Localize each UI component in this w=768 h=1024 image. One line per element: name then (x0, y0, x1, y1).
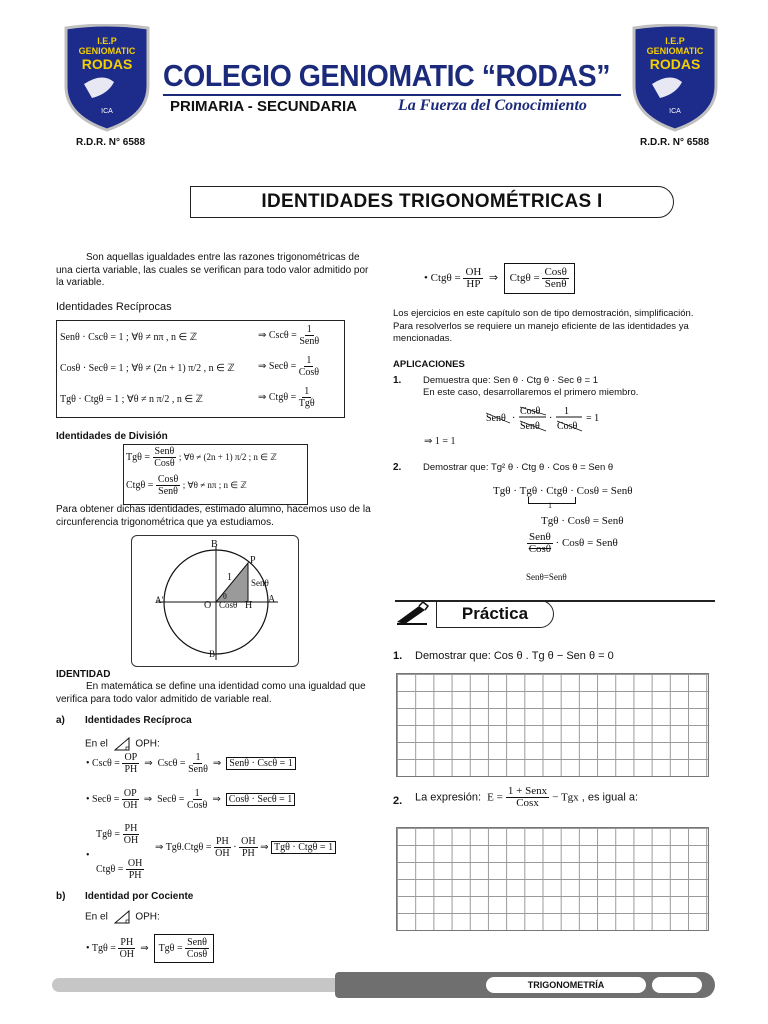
app1-derivation (486, 404, 636, 434)
p2-expr-lhs: E = (487, 791, 503, 804)
svg-text:Cosθ: Cosθ (557, 421, 578, 432)
label-O: O (204, 600, 212, 611)
app1-num: 1. (393, 375, 402, 386)
ctg-row-bn: Cosθ (544, 266, 567, 278)
label-B: B (211, 539, 218, 550)
a-row-2: • Secθ = $\frac{OP}{OH}$ ⇒ Secθ = 1 Cosθ ⇒ Cosθ · Secθ = 1 (86, 788, 295, 811)
division-heading: Identidades de División (56, 431, 168, 442)
a-row-3-td: OH (123, 835, 139, 846)
app2-line1: Tgθ · Tgθ · Ctgθ · Cosθ = Senθ (493, 485, 633, 497)
label-theta: θ (223, 592, 227, 601)
ctg-row-box-lhs: Ctgθ = (509, 272, 540, 285)
p2-text: La expresión: (415, 791, 482, 804)
title-underline (163, 94, 621, 96)
a-row-1-mid: Cscθ = (157, 757, 186, 769)
label-P: P (250, 555, 256, 566)
a-row-2-n2: 1 (194, 788, 200, 799)
p2-frac-num: 1 + Senx (507, 785, 548, 797)
label-H: H (245, 600, 253, 611)
a-row-2-d2: Cosθ (186, 800, 208, 811)
school-logo-left (62, 24, 152, 132)
pencil-hand-icon (395, 600, 429, 626)
identidad-text: En matemática se define una identidad como una igualdad que verifica para todo valor admitido de variable real. (56, 681, 366, 705)
logo-school-text-right: RODAS (649, 56, 701, 72)
a-row-1-n2: 1 (195, 752, 201, 763)
reciprocal-res-1-lhs: ⇒ Cscθ = (258, 329, 297, 341)
a-row-3-cn: OH (127, 858, 143, 869)
a-heading: Identidades Recíproca (85, 715, 192, 726)
rdr-right: R.D.R. N° 6588 (640, 137, 710, 148)
app2-line2: Tgθ · Cosθ = Senθ (541, 515, 624, 527)
reciprocal-res-2-den: Cosθ (298, 367, 320, 378)
svg-text:·: · (512, 413, 516, 424)
a-en-el (85, 737, 160, 751)
reciprocal-heading: Identidades Recíprocas (56, 301, 172, 313)
ctg-row-bd: Senθ (544, 278, 567, 290)
b-row: • Tgθ = $\frac{PH}{OH}$ ⇒ Tgθ = Senθ Cosθ (86, 934, 214, 963)
division-row-2 (126, 474, 247, 497)
svg-text:Senθ: Senθ (486, 413, 506, 424)
reciprocal-eq-3: Tgθ · Ctgθ = 1 ; ∀θ ≠ n π/2 , n ∈ ℤ (60, 394, 203, 405)
app2-num: 2. (393, 462, 402, 473)
reciprocal-res-2-num: 1 (306, 355, 312, 366)
p1-num: 1. (393, 650, 403, 662)
triangle-oph (216, 563, 248, 602)
b-label: b) (56, 891, 66, 902)
app2-line3: Senθ Cosθ · Cosθ = Senθ (528, 531, 618, 555)
p2-expr-rhs: − Tgx (552, 791, 579, 804)
division-row-1 (126, 446, 277, 469)
identidad-heading: IDENTIDAD (56, 669, 111, 680)
logo-city-text: ICA (101, 108, 113, 115)
label-one: 1 (227, 572, 232, 583)
label-A: A (268, 594, 276, 605)
svg-text:Cosθ: Cosθ (520, 406, 541, 417)
division-2-den: Senθ (158, 486, 178, 497)
a-row-1-n1: OP (124, 752, 138, 763)
b-en-el (85, 910, 160, 924)
label-A-prime: A' (155, 595, 164, 605)
a-row-3-cd: PH (128, 870, 142, 881)
apps-heading: APLICACIONES (393, 359, 465, 370)
a-row-3-ctg-lhs: Ctgθ = (96, 863, 124, 875)
footer-subject: TRIGONOMETRÍA (486, 977, 646, 993)
app2-brace (528, 497, 576, 504)
reciprocal-res-3-lhs: ⇒ Ctgθ = (258, 391, 297, 403)
reciprocal-res-1-num: 1 (306, 324, 312, 335)
school-logo-right (630, 24, 720, 132)
a-en-el-text: En el (85, 738, 108, 750)
a-row-3-tn: PH (124, 823, 138, 834)
a-row-3-ctg (96, 858, 144, 881)
app2-text: Demostrar que: Tg² θ · Ctg θ · Cos θ = Sen θ (423, 462, 614, 473)
app2-one: 1 (548, 501, 552, 510)
svg-text:Senθ: Senθ (520, 421, 540, 432)
right-triangle-icon (114, 737, 130, 751)
a-row-1-d2: Senθ (188, 764, 208, 775)
a-row-3-d2: PH (241, 848, 255, 859)
practica-heading: Práctica (436, 600, 554, 628)
school-title: COLEGIO GENIOMATIC “RODAS” (163, 58, 611, 93)
reciprocal-eq-2: Cosθ · Secθ = 1 ; ∀θ ≠ (2n + 1) π/2 , n ∈ ℤ (60, 363, 235, 374)
a-row-2-d1: OH (123, 800, 138, 811)
division-2-cond: ; ∀θ ≠ nπ ; n ∈ ℤ (182, 479, 247, 490)
a-row-2-mid: Secθ = (157, 793, 185, 805)
app1-strike-svg (486, 404, 636, 434)
a-row-3-bullet: • (86, 850, 90, 861)
b-row-box-lhs: Tgθ = (158, 942, 183, 954)
reciprocal-res-1 (258, 324, 319, 347)
reciprocal-res-3 (258, 386, 315, 409)
p1-text: Demostrar que: Cos θ . Tg θ − Sen θ = 0 (415, 650, 614, 662)
a-row-3-result: ⇒ Tgθ.Ctgθ = $\frac{PH}{OH}$ · $\frac{OH}{PH}$ ⇒ Tgθ · Ctgθ = 1 (155, 836, 336, 859)
intro-text: Son aquellas igualdades entre las razones trigonométricas de una cierta variable, las cuales se verifican para todo valor admitido por la variable. (56, 252, 369, 288)
svg-text:·: · (549, 413, 553, 424)
ctg-row-n1: OH (465, 266, 482, 278)
logo-city-text-right: ICA (669, 108, 681, 115)
logo-top-text: I.E.P (97, 36, 117, 46)
a-row-2-n1: OP (123, 788, 137, 799)
a-row-3-n2: OH (241, 836, 256, 847)
right-triangle-icon-b (114, 910, 130, 924)
app1-text: Demuestra que: Sen θ · Ctg θ · Sec θ = 1 (423, 375, 599, 386)
reciprocal-res-3-den: Tgθ (298, 398, 315, 409)
a-oph-text: OPH: (135, 738, 160, 750)
p2-expression (415, 786, 638, 809)
a-label: a) (56, 715, 65, 726)
label-cos: Cosθ (219, 600, 238, 610)
division-1-den: Cosθ (154, 458, 175, 469)
unit-circle-figure (131, 535, 299, 667)
app1-result: ⇒ 1 = 1 (424, 436, 456, 447)
app1-sub: En este caso, desarrollaremos el primero miembro. (423, 387, 639, 398)
b-row-box (154, 934, 214, 963)
reciprocal-eq-1: Senθ · Cscθ = 1 ; ∀θ ≠ nπ , n ∈ ℤ (60, 332, 198, 343)
b-row-bn: Senθ (187, 937, 207, 948)
division-2-lhs: Ctgθ = (126, 479, 154, 491)
ctg-row: • Ctgθ = $\frac{OH}{HP}$ ⇒ Ctgθ = Cosθ Senθ (424, 263, 575, 294)
app2-line3-rest: · Cosθ = Senθ (555, 537, 618, 550)
a-row-3-mid: ⇒ Tgθ.Ctgθ = (155, 841, 212, 853)
b-row-bd: Cosθ (186, 949, 208, 960)
p2-num: 2. (393, 795, 403, 807)
b-oph-text: OPH: (135, 911, 160, 923)
a-row-3-d1: OH (215, 848, 230, 859)
label-B-prime: B' (209, 649, 217, 659)
a-row-1-box: Senθ · Cscθ = 1 (226, 757, 296, 770)
a-row-2-lhs: Secθ = (92, 793, 120, 805)
footer-page-pill (652, 977, 702, 993)
a-row-3-box: Tgθ · Ctgθ = 1 (271, 841, 336, 854)
b-row-n1: PH (120, 937, 134, 948)
b-heading: Identidad por Cociente (85, 891, 194, 902)
answer-grid-1[interactable] (396, 673, 709, 777)
division-1-cond: ; ∀θ ≠ (2n + 1) π/2 ; n ∈ ℤ (178, 451, 277, 462)
app2-line4: Senθ=Senθ (526, 572, 567, 582)
page-title: IDENTIDADES TRIGONOMÉTRICAS I (190, 186, 674, 218)
a-row-3-n1: PH (215, 836, 229, 847)
logo-top-text-right: I.E.P (665, 36, 685, 46)
a-row-3-tg (96, 823, 139, 846)
circle-intro: Para obtener dichas identidades, estimado alumno, hacemos uso de la circunferencia trigonométrica que ya estudiamos. (56, 504, 371, 528)
reciprocal-res-3-num: 1 (304, 386, 310, 397)
a-row-1: • Cscθ = $\frac{OP}{PH}$ ⇒ Cscθ = 1 Senθ ⇒ Senθ · Cscθ = 1 (86, 752, 296, 775)
a-row-3-tg-lhs: Tgθ = (96, 828, 121, 840)
ctg-row-d1: HP (466, 278, 481, 290)
school-levels: PRIMARIA - SECUNDARIA (170, 98, 357, 115)
b-en-el-text: En el (85, 911, 108, 923)
division-2-num: Cosθ (157, 474, 179, 485)
division-1-num: Senθ (154, 446, 175, 457)
reciprocal-res-1-den: Senθ (299, 336, 320, 347)
rdr-left: R.D.R. N° 6588 (76, 137, 146, 148)
logo-name-text-right: GENIOMATIC (646, 46, 704, 56)
p2-frac-den: Cosx (516, 797, 539, 809)
a-row-1-lhs: Cscθ = (92, 757, 120, 769)
reciprocal-res-2-lhs: ⇒ Secθ = (258, 360, 297, 372)
answer-grid-2[interactable] (396, 827, 709, 931)
b-row-d1: OH (119, 949, 135, 960)
p2-tail: , es igual a: (581, 791, 639, 804)
division-1-lhs: Tgθ = (126, 451, 151, 463)
ctg-row-lhs: Ctgθ = (430, 272, 461, 285)
ctg-row-box (504, 263, 575, 294)
exercises-text: Los ejercicios en este capítulo son de tipo demostración, simplificación. Para resolverlos se requiere un manejo eficiente de las identidades ya mencionadas. (393, 308, 694, 344)
svg-text:1: 1 (564, 406, 569, 417)
svg-text:= 1: = 1 (586, 413, 600, 424)
label-sen: Senθ (251, 578, 269, 588)
logo-school-text: RODAS (81, 56, 133, 72)
logo-name-text: GENIOMATIC (78, 46, 136, 56)
a-row-1-d1: PH (124, 764, 138, 775)
school-motto: La Fuerza del Conocimiento (398, 97, 587, 114)
reciprocal-res-2 (258, 355, 319, 378)
b-row-lhs: Tgθ = (91, 942, 116, 954)
a-row-2-box: Cosθ · Secθ = 1 (226, 793, 296, 806)
